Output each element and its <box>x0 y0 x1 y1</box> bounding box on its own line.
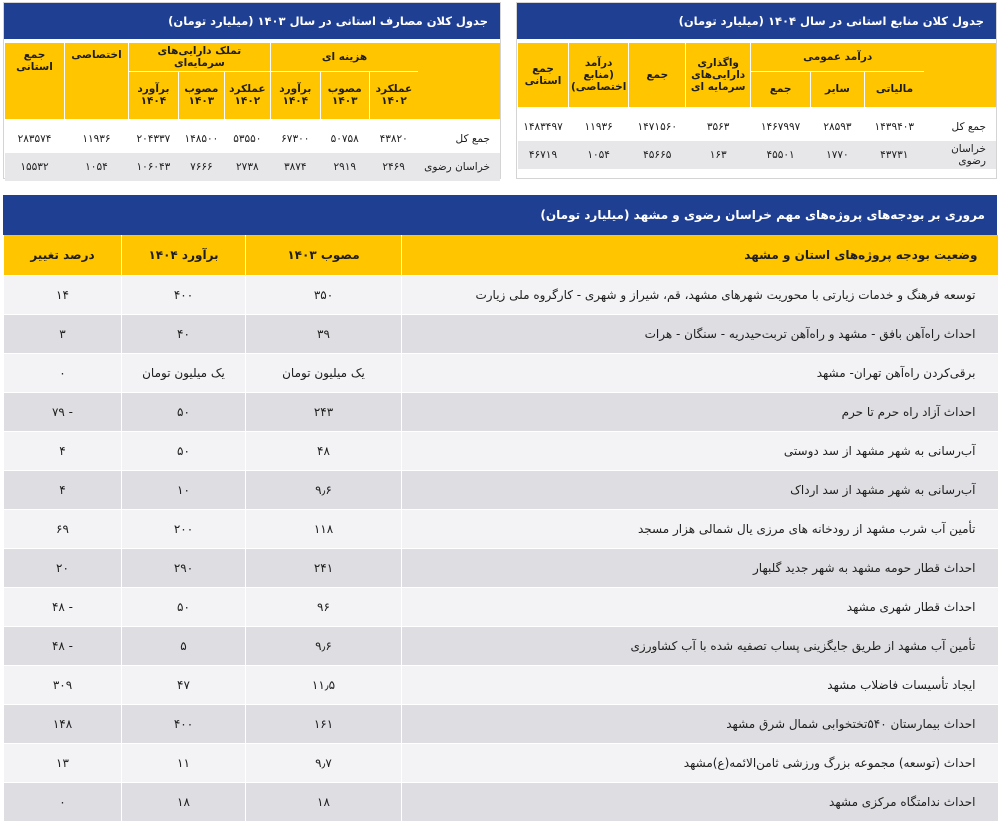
project-approved-1403: ۲۴۱ <box>246 549 402 588</box>
cell-cost-1402: ۴۳۸۲۰ <box>379 133 408 145</box>
cell-sum: ۴۵۵۰۱ <box>751 141 811 169</box>
project-change-percent: ۴ <box>4 432 122 471</box>
projects-table <box>3 235 998 822</box>
cell-tax: ۱۴۳۹۴۰۳ <box>874 121 915 133</box>
cell-special: ۱۰۵۴ <box>64 153 128 181</box>
resources-header-sum: جمع <box>751 71 811 107</box>
expenses-panel <box>3 2 501 179</box>
expenses-title: جدول کلان مصارف استانی در سال ۱۴۰۳ (میلیارد تومان) <box>4 3 500 39</box>
projects-panel <box>3 195 997 809</box>
row-label: خراسان رضوی <box>924 141 996 169</box>
project-name: آب‌رسانی به شهر مشهد از سد دوستی <box>402 432 998 471</box>
cell-cost-1403: ۲۹۱۹ <box>320 153 369 181</box>
cell-sum: ۱۴۶۷۹۹۷ <box>760 121 801 133</box>
project-name: برقی‌کردن راه‌آهن تهران- مشهد <box>402 354 998 393</box>
resources-header-special-income: درآمد (منابع اختصاصی) <box>569 43 629 107</box>
projects-title: مروری بر بودجه‌های پروژه‌های مهم خراسان رضوی و مشهد (میلیارد تومان) <box>3 195 997 235</box>
projects-header-estimate: برآورد ۱۴۰۴ <box>122 235 246 276</box>
project-change-percent: ۰ <box>4 783 122 822</box>
project-change-percent: ۱۳ <box>4 744 122 783</box>
project-approved-1403: ۹٫۶ <box>246 471 402 510</box>
cell-capital-1402: ۵۳۵۵۰ <box>233 133 262 145</box>
cell-special: ۱۰۵۴ <box>569 141 629 169</box>
project-row <box>4 549 998 588</box>
expenses-header-estimate1404: برآورد ۱۴۰۴ <box>270 71 320 119</box>
project-change-percent: ۶۹ <box>4 510 122 549</box>
table-row <box>5 153 501 181</box>
project-estimate-1404: ۵ <box>122 627 246 666</box>
project-name: احداث ندامتگاه مرکزی مشهد <box>402 783 998 822</box>
project-estimate-1404: ۵۰ <box>122 393 246 432</box>
cell-cost-1403: ۵۰۷۵۸ <box>330 133 359 145</box>
row-label: جمع کل <box>455 133 490 145</box>
expenses-header-estimate1404: برآورد ۱۴۰۴ <box>128 71 178 119</box>
project-approved-1403: یک میلیون تومان <box>246 354 402 393</box>
cell-provincial: ۱۵۵۳۲ <box>5 153 65 181</box>
projects-header-approved: مصوب ۱۴۰۳ <box>246 235 402 276</box>
project-name: احداث راه‌آهن بافق - مشهد و راه‌آهن تربت‌حیدریه - سنگان - هرات <box>402 315 998 354</box>
project-approved-1403: ۱۱٫۵ <box>246 666 402 705</box>
project-approved-1403: ۳۹ <box>246 315 402 354</box>
table-row <box>518 113 997 141</box>
cell-special: ۱۱۹۳۶ <box>82 133 111 145</box>
project-estimate-1404: ۱۱ <box>122 744 246 783</box>
project-estimate-1404: ۵۰ <box>122 588 246 627</box>
project-estimate-1404: ۵۰ <box>122 432 246 471</box>
project-estimate-1404: یک میلیون تومان <box>122 354 246 393</box>
expenses-header-perf1402: عملکرد ۱۴۰۲ <box>369 71 418 119</box>
project-name: ایجاد تأسیسات فاضلاب مشهد <box>402 666 998 705</box>
project-approved-1403: ۹٫۷ <box>246 744 402 783</box>
cell-capital-1404: ۲۰۴۳۳۷ <box>136 133 171 145</box>
project-row <box>4 510 998 549</box>
project-row <box>4 276 998 315</box>
resources-title: جدول کلان منابع استانی در سال ۱۴۰۴ (میلیارد تومان) <box>517 3 996 39</box>
project-name: تأمین آب شرب مشهد از رودخانه های مرزی یال شمالی هزار مسجد <box>402 510 998 549</box>
cell-provincial: ۲۸۳۵۷۴ <box>17 133 52 145</box>
project-estimate-1404: ۲۹۰ <box>122 549 246 588</box>
resources-header-tax: مالیاتی <box>864 71 924 107</box>
resources-header-general-income: درآمد عمومی <box>751 43 925 71</box>
project-name: تأمین آب مشهد از طریق جایگزینی پساب تصفیه شده با آب کشاورزی <box>402 627 998 666</box>
cell-provincial: ۱۴۸۳۴۹۷ <box>523 121 563 133</box>
project-change-percent: ۱۴۸ <box>4 705 122 744</box>
project-approved-1403: ۱۸ <box>246 783 402 822</box>
resources-header-total: جمع <box>629 43 686 107</box>
cell-capital-1403: ۱۴۸۵۰۰ <box>184 133 219 145</box>
project-approved-1403: ۳۵۰ <box>246 276 402 315</box>
project-row <box>4 471 998 510</box>
project-approved-1403: ۹۶ <box>246 588 402 627</box>
project-name: توسعه فرهنگ و خدمات زیارتی با محوریت شهرهای مشهد، قم، شیراز و شهری - کارگروه ملی زیارت <box>402 276 998 315</box>
cell-cost-1402: ۲۴۶۹ <box>369 153 418 181</box>
project-row <box>4 744 998 783</box>
project-change-percent: ۳ <box>4 315 122 354</box>
project-estimate-1404: ۲۰۰ <box>122 510 246 549</box>
expenses-header-approved1403: مصوب ۱۴۰۳ <box>320 71 369 119</box>
cell-asset: ۳۵۶۳ <box>706 121 730 133</box>
resources-panel <box>516 2 997 179</box>
expenses-table <box>4 39 500 181</box>
project-row <box>4 627 998 666</box>
project-change-percent: ۴ <box>4 471 122 510</box>
project-change-percent: - ۴۸ <box>4 588 122 627</box>
cell-total: ۱۴۷۱۵۶۰ <box>637 121 677 133</box>
project-row <box>4 783 998 822</box>
project-change-percent: - ۴۸ <box>4 627 122 666</box>
expenses-header-special: اختصاصی <box>64 43 128 119</box>
cell-capital-1402: ۲۷۳۸ <box>224 153 270 181</box>
row-label: خراسان رضوی <box>418 153 500 181</box>
project-row <box>4 588 998 627</box>
project-estimate-1404: ۴۰۰ <box>122 276 246 315</box>
cell-total: ۴۵۶۶۵ <box>629 141 686 169</box>
projects-header-name: وضعیت بودجه پروژه‌های استان و مشهد <box>402 235 998 276</box>
project-approved-1403: ۹٫۶ <box>246 627 402 666</box>
cell-other: ۱۷۷۰ <box>811 141 865 169</box>
project-row <box>4 354 998 393</box>
project-row <box>4 393 998 432</box>
project-estimate-1404: ۱۰ <box>122 471 246 510</box>
resources-header-provincial-total: جمع استانی <box>518 43 569 107</box>
cell-asset: ۱۶۳ <box>686 141 751 169</box>
project-estimate-1404: ۱۸ <box>122 783 246 822</box>
cell-cost-1404: ۳۸۷۴ <box>270 153 320 181</box>
cell-provincial: ۴۶۷۱۹ <box>518 141 569 169</box>
cell-cost-1404: ۶۷۳۰۰ <box>281 133 310 145</box>
project-row <box>4 315 998 354</box>
project-approved-1403: ۴۸ <box>246 432 402 471</box>
cell-other: ۲۸۵۹۳ <box>823 121 852 133</box>
cell-capital-1403: ۷۶۶۶ <box>178 153 224 181</box>
project-change-percent: - ۷۹ <box>4 393 122 432</box>
expenses-header-cost: هزینه ای <box>270 43 418 71</box>
resources-header-blank <box>924 43 996 107</box>
expenses-header-approved1403: مصوب ۱۴۰۳ <box>178 71 224 119</box>
project-name: احداث آزاد راه حرم تا حرم <box>402 393 998 432</box>
project-name: احداث بیمارستان ۵۴۰تختخوابی شمال شرق مشهد <box>402 705 998 744</box>
expenses-header-perf1402: عملکرد ۱۴۰۲ <box>224 71 270 119</box>
project-name: احداث قطار حومه مشهد به شهر جدید گلبهار <box>402 549 998 588</box>
project-row <box>4 666 998 705</box>
resources-header-other: سایر <box>811 71 865 107</box>
project-change-percent: ۲۰ <box>4 549 122 588</box>
project-estimate-1404: ۴۷ <box>122 666 246 705</box>
project-name: احداث قطار شهری مشهد <box>402 588 998 627</box>
project-change-percent: ۰ <box>4 354 122 393</box>
table-row <box>518 141 997 169</box>
resources-table <box>517 39 996 169</box>
project-estimate-1404: ۴۰ <box>122 315 246 354</box>
project-approved-1403: ۱۶۱ <box>246 705 402 744</box>
project-row <box>4 432 998 471</box>
projects-header-row <box>4 235 998 276</box>
project-approved-1403: ۱۱۸ <box>246 510 402 549</box>
cell-special: ۱۱۹۳۶ <box>584 121 613 133</box>
project-change-percent: ۱۴ <box>4 276 122 315</box>
expenses-header-blank <box>418 43 500 119</box>
resources-header-asset-transfer: واگذاری دارایی‌های سرمایه ای <box>686 43 751 107</box>
project-name: آب‌رسانی به شهر مشهد از سد ارداک <box>402 471 998 510</box>
project-estimate-1404: ۴۰۰ <box>122 705 246 744</box>
cell-capital-1404: ۱۰۶۰۴۳ <box>128 153 178 181</box>
table-row <box>5 125 501 153</box>
project-change-percent: ۳۰۹ <box>4 666 122 705</box>
expenses-header-capital: تملک دارایی‌های سرمایه‌ای <box>128 43 270 71</box>
projects-header-change: درصد تغییر <box>4 235 122 276</box>
project-row <box>4 705 998 744</box>
project-approved-1403: ۲۴۳ <box>246 393 402 432</box>
row-label: جمع کل <box>951 121 986 133</box>
cell-tax: ۴۳۷۳۱ <box>864 141 924 169</box>
expenses-header-provincial-total: جمع استانی <box>5 43 65 119</box>
project-name: احداث (توسعه) مجموعه بزرگ ورزشی ثامن‌الائمه(ع)مشهد <box>402 744 998 783</box>
